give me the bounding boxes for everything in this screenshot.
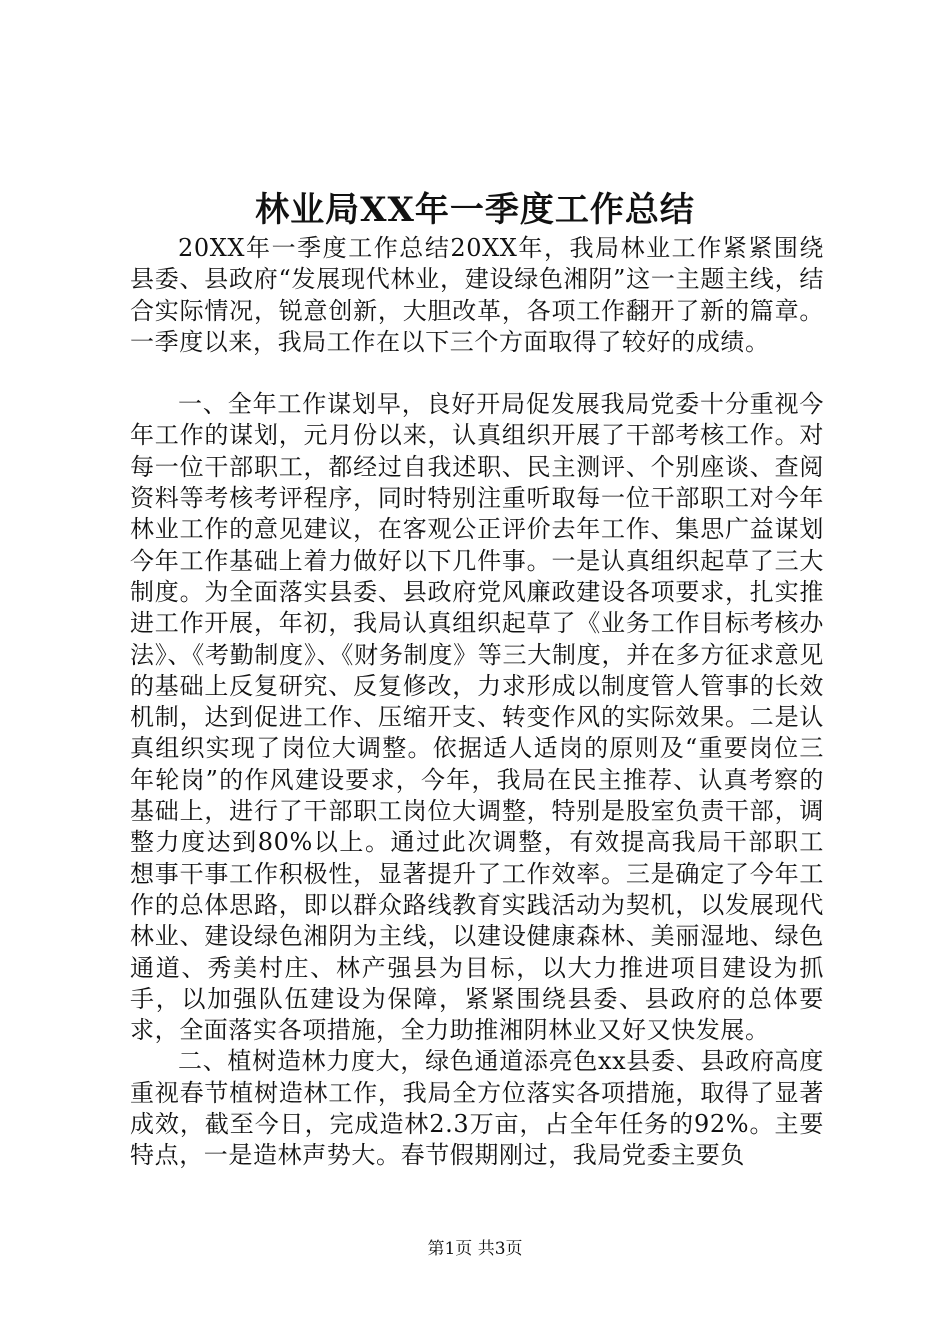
document-title: 林业局XX年一季度工作总结 [255, 190, 695, 230]
paragraph-intro: 20XX年一季度工作总结20XX年，我局林业工作紧紧围绕县委、县政府“发展现代林业，建设绿色湘阴”这一主题主线，结合实际情况，锐意创新，大胆改革，各项工作翻开了新的篇章。一季度以来，我局工作在以下三个方面取得了较好的成绩。 [130, 234, 824, 356]
page-number-footer: 第1页 共3页 [427, 1239, 523, 1259]
paragraph-section-two: 二、植树造林力度大，绿色通道添亮色xx县委、县政府高度重视春节植树造林工作，我局全方位落实各项措施，取得了显著成效，截至今日，完成造林2.3万亩，占全年任务的92%。主要特点，一是造林声势大。春节假期刚过，我局党委主要负 [130, 1047, 824, 1170]
paragraph-section-one: 一、全年工作谋划早，良好开局促发展我局党委十分重视今年工作的谋划，元月份以来，认真组织开展了干部考核工作。对每一位干部职工，都经过自我述职、民主测评、个别座谈、查阅资料等考核考评程序，同时特别注重听取每一位干部职工对今年林业工作的意见建议，在客观公正评价去年工作、集思广益谋划今年工作基础上着力做好以下几件事。一是认真组织起草了三大制度。为全面落实县委、县政府党风廉政建设各项要求，扎实推进工作开展，年初，我局认真组织起草了《业务工作目标考核办法》、《考勤制度》、《财务制度》等三大制度，并在多方征求意见的基础上反复研究、反复修改，力求形成以制度管人管事的长效机制，达到促进工作、压缩开支、转变作风的实际效果。二是认真组织实现了岗位大调整。依据适人适岗的原则及“重要岗位三年轮岗”的作风建设要求，今年，我局在民主推荐、认真考察的基础上，进行了干部职工岗位大调整，特别是股室负责干部，调整力度达到80%以上。通过此次调整，有效提高我局干部职工想事干事工作积极性，显著提升了工作效率。三是确定了今年工作的总体思路，即以群众路线教育实践活动为契机，以发展现代林业、建设绿色湘阴为主线，以建设健康森林、美丽湿地、绿色通道、秀美村庄、林产强县为目标，以大力推进项目建设为抓手，以加强队伍建设为保障，紧紧围绕县委、县政府的总体要求，全面落实各项措施，全力助推湘阴林业又好又快发展。 [130, 390, 824, 1045]
paragraph-gap [130, 358, 824, 389]
document-body [130, 233, 824, 1172]
